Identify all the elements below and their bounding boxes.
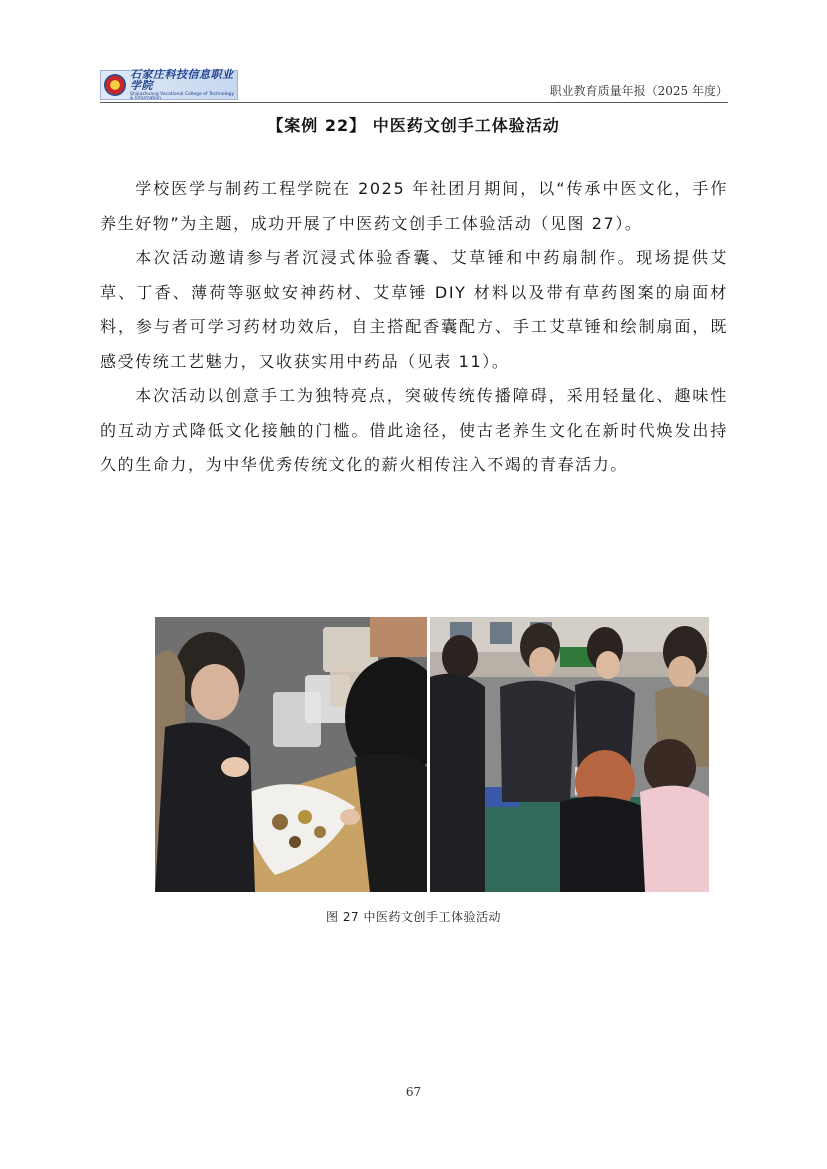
college-logo xyxy=(100,67,238,101)
report-title: 职业教育质量年报（2025 年度） xyxy=(549,84,728,98)
body-text xyxy=(100,172,728,483)
paragraph: 学校医学与制药工程学院在 2025 年社团月期间，以“传承中医文化，手作养生好物”为主题，成功开展了中医药文创手工体验活动（见图 27）。 xyxy=(100,179,728,233)
page-number: 67 xyxy=(405,1085,422,1099)
paragraph: 本次活动邀请参与者沉浸式体验香囊、艾草锤和中药扇制作。现场提供艾草、丁香、薄荷等驱蚊安神药材、艾草锤 DIY 材料以及带有草药图案的扇面材料，参与者可学习药材功效后，自主搭配香囊配方、手工艾草锤和绘制扇面，既感受传统工艺魅力，又收获实用中药品（见表 11）。 xyxy=(100,248,728,371)
logo-subtext: Shijiazhuang Vocational College of Technology & Information xyxy=(130,91,235,101)
activity-photo-right xyxy=(430,617,709,892)
college-seal-icon xyxy=(104,74,126,96)
paragraph: 本次活动以创意手工为独特亮点，突破传统传播障碍，采用轻量化、趣味性的互动方式降低文化接触的门槛。借此途径，使古老养生文化在新时代焕发出持久的生命力，为中华优秀传统文化的薪火相传注入不竭的青春活力。 xyxy=(100,386,728,474)
figure-caption: 图 27 中医药文创手工体验活动 xyxy=(326,910,501,924)
logo-text: 石家庄科技信息职业学院 xyxy=(130,67,234,92)
activity-photo-left xyxy=(155,617,427,892)
case-title: 【案例 22】 中医药文创手工体验活动 xyxy=(267,116,560,135)
page-header xyxy=(100,67,728,103)
